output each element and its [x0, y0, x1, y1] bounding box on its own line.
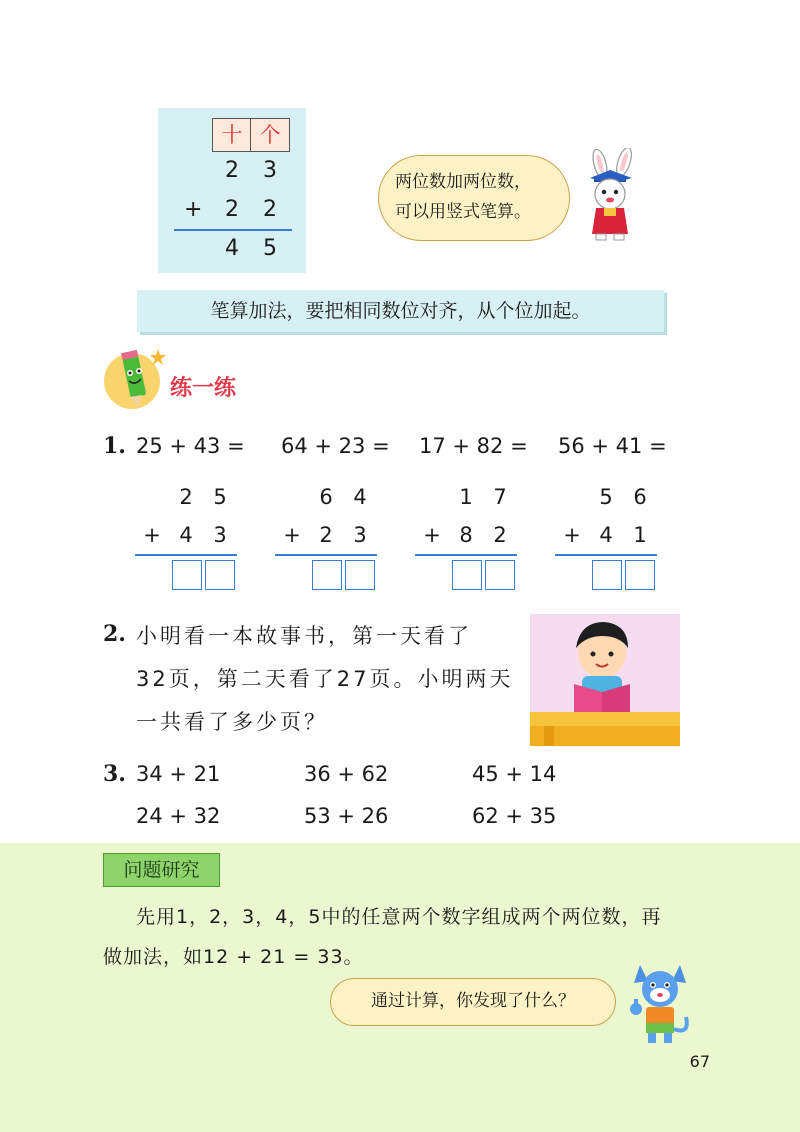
q1-v2-sum-line: [275, 554, 377, 556]
q2-text-line1: 小明看一本故事书，第一天看了: [136, 624, 472, 648]
q3-item-1: 34 + 21: [136, 762, 221, 786]
q1-v3-bottom-tens: 8: [459, 523, 473, 547]
q3-item-4: 24 + 32: [136, 804, 221, 828]
rabbit-bubble-line1: 两位数加两位数，: [395, 172, 531, 192]
q1-equation-2: 64 + 23 =: [281, 434, 390, 458]
q1-equation-1: 25 + 43 =: [136, 434, 245, 458]
ones-place-label: 个: [250, 118, 290, 152]
q3-item-3: 45 + 14: [472, 762, 557, 786]
q1-v2-top-ones: 4: [353, 485, 367, 509]
rabbit-mascot-icon: [580, 148, 650, 244]
research-text-line1: 先用1，2，3，4，5中的任意两个数字组成两个两位数，再: [136, 906, 662, 928]
vertical-addition-example: [158, 108, 306, 273]
rabbit-bubble-line2: 可以用竖式笔算。: [395, 202, 531, 222]
q1-v4-top-tens: 5: [599, 485, 613, 509]
cat-mascot-icon: [624, 955, 696, 1047]
q1-v1-answer-ones-box[interactable]: [205, 560, 235, 590]
q2-text-line2: 32页，第二天看了27页。小明两天: [136, 667, 514, 691]
boy-reading-illustration: [530, 614, 680, 746]
example-bottom-ones: 2: [263, 197, 277, 222]
q3-item-6: 62 + 35: [472, 804, 557, 828]
q1-v4-bottom-ones: 1: [633, 523, 647, 547]
q1-v1-answer-tens-box[interactable]: [172, 560, 202, 590]
question-1-number: 1.: [103, 433, 126, 459]
q2-text-line3: 一共看了多少页？: [136, 710, 328, 734]
q1-v4-bottom-tens: 4: [599, 523, 613, 547]
rule-banner: 笔算加法，要把相同数位对齐，从个位加起。: [137, 290, 664, 332]
q1-v3-bottom-ones: 2: [493, 523, 507, 547]
example-top-ones: 3: [263, 158, 277, 183]
q1-v1-bottom-ones: 3: [213, 523, 227, 547]
q1-v4-answer-ones-box[interactable]: [625, 560, 655, 590]
q1-v3-top-ones: 7: [493, 485, 507, 509]
pencil-mascot-icon: [102, 345, 168, 411]
q1-v4-answer-tens-box[interactable]: [592, 560, 622, 590]
q1-v4-top-ones: 6: [633, 485, 647, 509]
research-text-line2: 做加法，如12 + 21 = 33。: [103, 946, 364, 968]
question-3-number: 3.: [103, 761, 126, 787]
q1-v4-plus: +: [563, 523, 581, 547]
rabbit-speech-bubble: [378, 155, 570, 241]
q1-v1-bottom-tens: 4: [179, 523, 193, 547]
example-plus-sign: +: [184, 197, 203, 222]
q3-item-2: 36 + 62: [304, 762, 389, 786]
tens-place-label: 十: [212, 118, 252, 152]
q1-v2-top-tens: 6: [319, 485, 333, 509]
practice-title: 练一练: [170, 376, 237, 401]
example-result-tens: 4: [225, 236, 239, 261]
q1-equation-3: 17 + 82 =: [419, 434, 528, 458]
q1-v4-sum-line: [555, 554, 657, 556]
q1-v2-answer-ones-box[interactable]: [345, 560, 375, 590]
q1-v2-bottom-ones: 3: [353, 523, 367, 547]
q1-v1-plus: +: [143, 523, 161, 547]
q1-v3-top-tens: 1: [459, 485, 473, 509]
research-tag: 问题研究: [103, 853, 220, 887]
q1-v3-sum-line: [415, 554, 517, 556]
q1-equation-4: 56 + 41 =: [558, 434, 667, 458]
example-result-ones: 5: [263, 236, 277, 261]
q1-v1-top-tens: 2: [179, 485, 193, 509]
example-bottom-tens: 2: [225, 197, 239, 222]
q1-v3-answer-ones-box[interactable]: [485, 560, 515, 590]
cat-speech-bubble: 通过计算，你发现了什么？: [330, 978, 616, 1026]
q1-v3-answer-tens-box[interactable]: [452, 560, 482, 590]
q1-v2-answer-tens-box[interactable]: [312, 560, 342, 590]
q1-v3-plus: +: [423, 523, 441, 547]
question-2-number: 2.: [103, 621, 126, 647]
q3-item-5: 53 + 26: [304, 804, 389, 828]
example-sum-line: [174, 229, 292, 231]
q1-v1-sum-line: [135, 554, 237, 556]
q1-v1-top-ones: 5: [213, 485, 227, 509]
q1-v2-bottom-tens: 2: [319, 523, 333, 547]
example-top-tens: 2: [225, 158, 239, 183]
page-number: 67: [689, 1052, 710, 1071]
q1-v2-plus: +: [283, 523, 301, 547]
